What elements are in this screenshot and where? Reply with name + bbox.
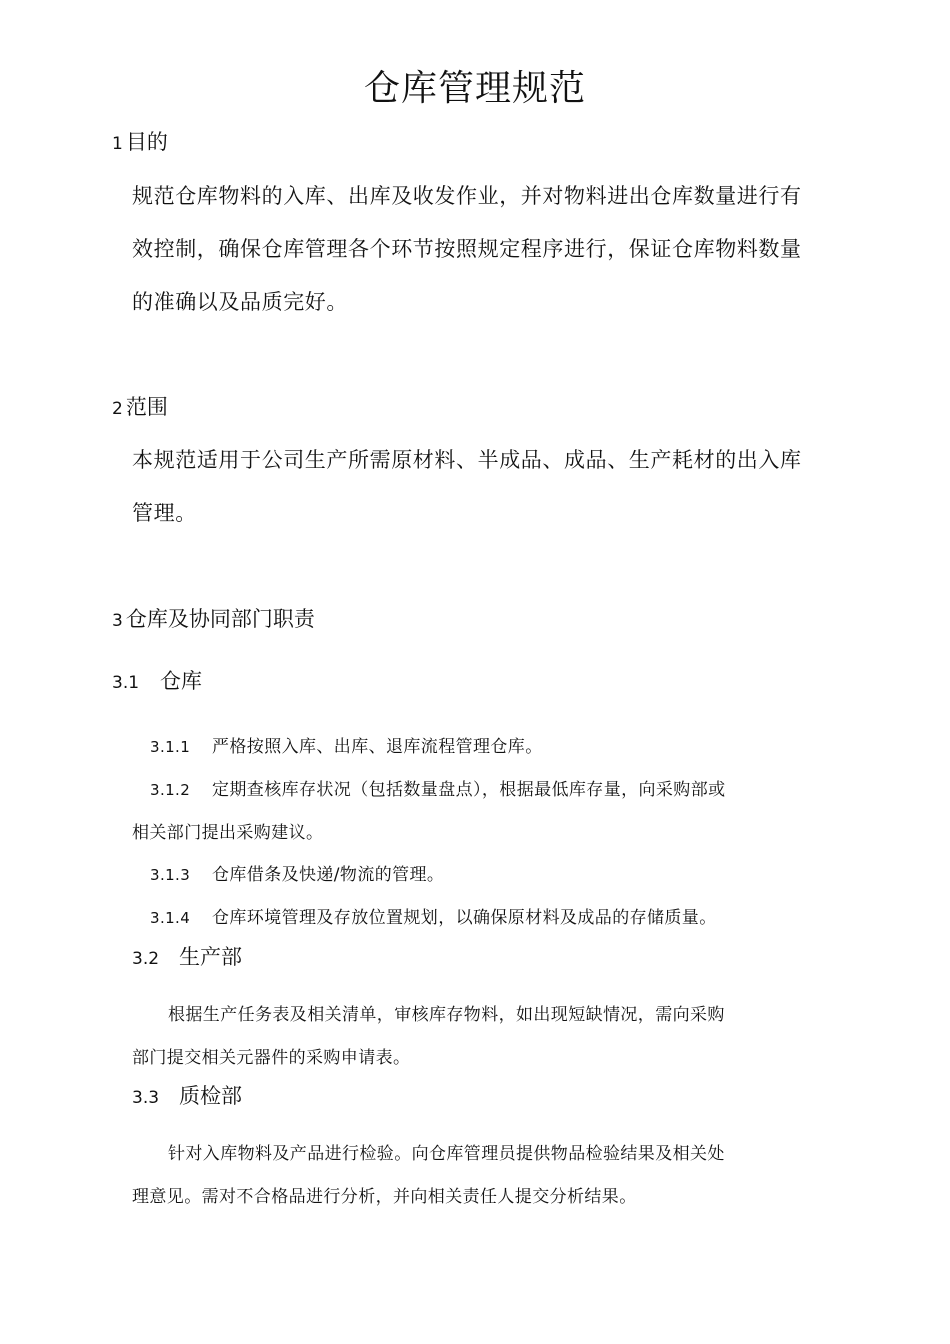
item-text: 严格按照入库、出库、退库流程管理仓库。 [212,737,543,757]
section-number: 3 [112,611,123,631]
item-number: 3.1.1 [150,738,191,756]
subsection-3-2-line-1: 根据生产任务表及相关清单，审核库存物料，如出现短缺情况，需向采购 [168,1005,725,1025]
subsection-title: 仓库 [160,669,202,693]
section-1-line-2: 效控制，确保仓库管理各个环节按照规定程序进行，保证仓库物料数量 [132,237,802,261]
section-number: 2 [112,399,123,419]
item-number: 3.1.2 [150,781,191,799]
document-title: 仓库管理规范 [363,68,586,109]
subsection-title: 生产部 [179,945,242,969]
item-number: 3.1.4 [150,909,191,927]
item-3-1-3 [150,860,444,885]
section-title: 范围 [125,395,168,419]
item-text: 仓库借条及快递/物流的管理。 [212,865,445,885]
subsection-number: 3.3 [132,1088,160,1108]
subsection-3-2-line-2: 部门提交相关元器件的采购申请表。 [132,1048,411,1068]
item-3-1-1 [150,732,543,757]
subsection-number: 3.2 [132,949,160,969]
section-number: 1 [112,134,123,154]
item-number: 3.1.3 [150,866,191,884]
section-title: 仓库及协同部门职责 [125,607,315,631]
item-text: 定期查核库存状况（包括数量盘点），根据最低库存量，向采购部或 [212,780,726,800]
subsection-3-1-heading [112,665,202,695]
subsection-3-3-line-1: 针对入库物料及产品进行检验。向仓库管理员提供物品检验结果及相关处 [168,1144,725,1164]
subsection-3-2-heading [132,941,242,971]
item-3-1-2-continuation: 相关部门提出采购建议。 [132,823,324,843]
subsection-number: 3.1 [112,673,140,693]
section-3-heading [112,603,315,633]
section-1-line-1: 规范仓库物料的入库、出库及收发作业，并对物料进出仓库数量进行有 [132,184,802,208]
item-text: 仓库环境管理及存放位置规划，以确保原材料及成品的存储质量。 [212,908,717,928]
item-3-1-2 [150,775,726,800]
item-3-1-4 [150,903,717,928]
section-2-heading [112,391,168,421]
section-1-heading [112,126,168,156]
section-1-line-3: 的准确以及品质完好。 [132,290,348,314]
section-2-line-1: 本规范适用于公司生产所需原材料、半成品、成品、生产耗材的出入库 [132,448,802,472]
section-2-line-2: 管理。 [132,501,197,525]
subsection-3-3-heading [132,1080,242,1110]
subsection-title: 质检部 [179,1084,242,1108]
section-title: 目的 [125,130,168,154]
subsection-3-3-line-2: 理意见。需对不合格品进行分析，并向相关责任人提交分析结果。 [132,1187,637,1207]
